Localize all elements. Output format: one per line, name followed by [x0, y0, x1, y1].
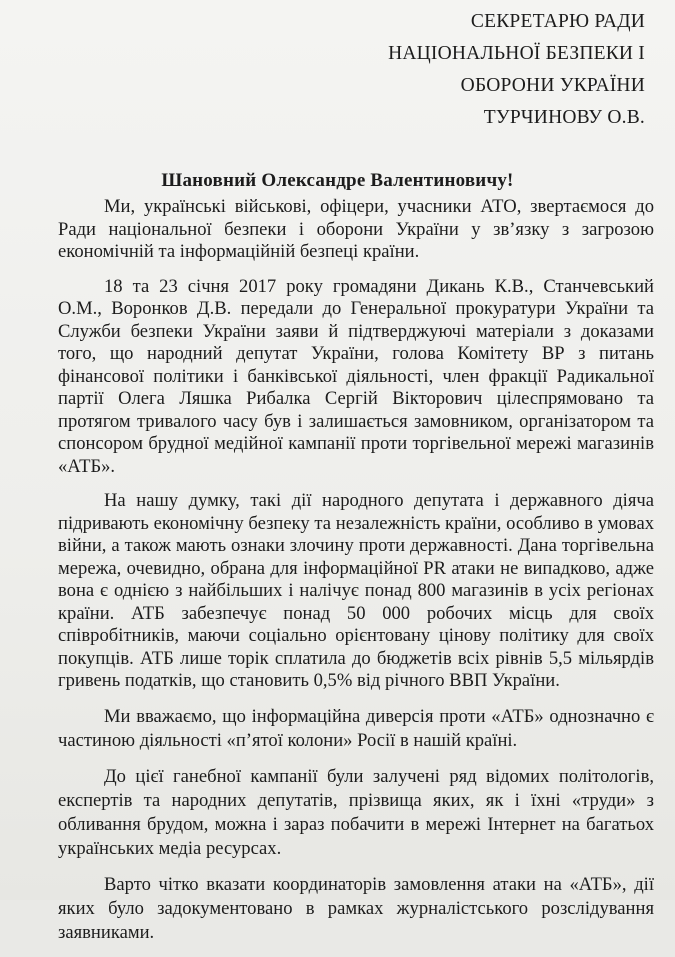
addressee-line: СЕКРЕТАРЮ РАДИ [470, 11, 645, 32]
paragraph: Ми, українські військові, офіцери, учасники АТО, звертаємося до Ради національної безпеки і оборони України у зв’язку з загрозою економічній та інформаційній безпеці країни. [58, 196, 654, 262]
letter-body [58, 196, 654, 957]
paragraph: На нашу думку, такі дії народного депутата і державного діяча підривають економічну безпеку та незалежність країни, особливо в умовах війни, а також мають ознаки злочину проти державності. Дана торгівельна мережа, очевидно, обрана для інформаційної PR атаки не випадково, адже вона є однією з найбільших і налічує понад 800 магазинів в усіх регіонах країни. АТБ забезпечує понад 50 000 робочих місць для своїх співробітників, маючи соціально орієнтовану цінову політику для своїх покупців. АТБ лише торік сплатила до бюджетів всіх рівнів 5,5 мільярдів гривень податків, що становить 0,5% від річного ВВП України. [58, 490, 654, 691]
addressee-line: ОБОРОНИ УКРАЇНИ [460, 75, 645, 96]
salutation: Шановний Олександре Валентиновичу! [161, 170, 514, 191]
addressee-line: НАЦІОНАЛЬНОЇ БЕЗПЕКИ І [388, 43, 645, 64]
paragraph: 18 та 23 січня 2017 року громадяни Дикань К.В., Станчевський О.М., Воронков Д.В. передали до Генеральної прокуратури України та Служби безпеки України заяви й підтверджуючі матеріали з доказами того, що народний депутат України, голова Комітету ВР з питань фінансової політики і банківської діяльності, член фракції Радикальної партії Олега Ляшка Рибалка Сергій Вікторович цілеспрямовано та протягом тривалого часу був і залишається замовником, організатором та спонсором брудної медійної кампанії проти торгівельної мережі магазинів «АТБ». [58, 275, 654, 477]
paragraph: До цієї ганебної кампанії були залучені ряд відомих політологів, експертів та народних депутатів, прізвища яких, як і їхні «труди» з обливання брудом, можна і зараз побачити в мережі Інтернет на багатьох українських медіа ресурсах. [58, 765, 654, 859]
paragraph: Варто чітко вказати координаторів замовлення атаки на «АТБ», дії яких було задокументовано в рамках журналістського розслідування заявниками. [58, 873, 654, 943]
addressee-block [388, 6, 645, 134]
paragraph: Ми вважаємо, що інформаційна диверсія проти «АТБ» однозначно є частиною діяльності «п’ятої колони» Росії в нашій країні. [58, 705, 654, 751]
addressee-line: ТУРЧИНОВУ О.В. [483, 107, 645, 128]
